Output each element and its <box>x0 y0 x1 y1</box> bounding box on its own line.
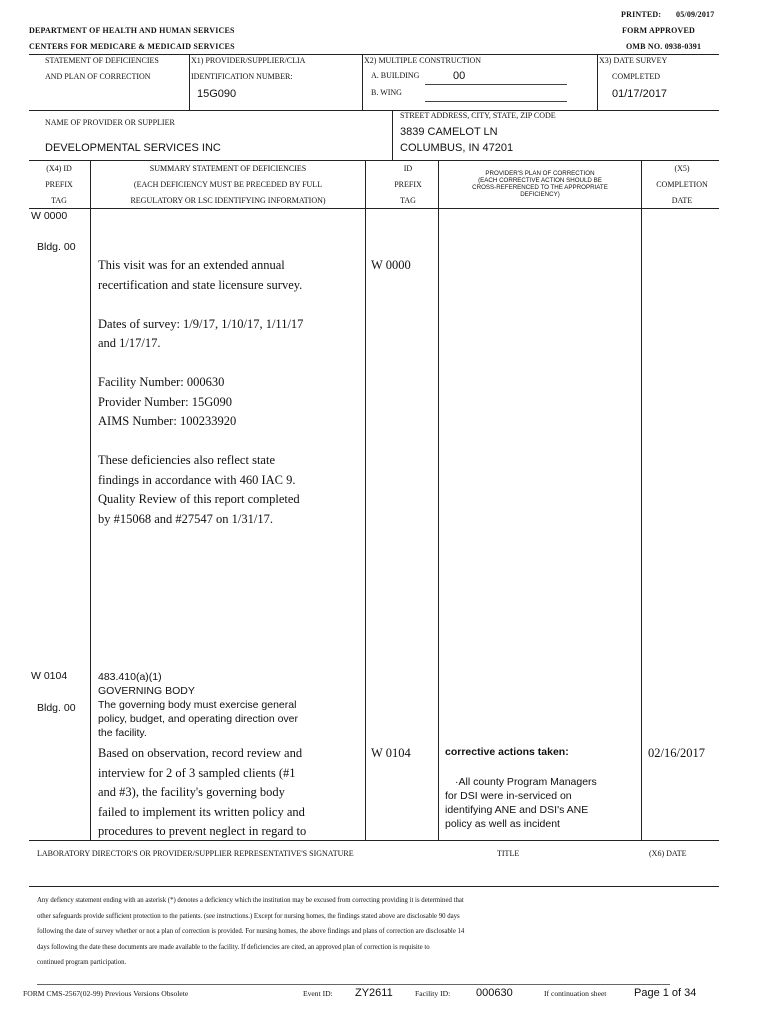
entry1-line: AIMS Number: 100233920 <box>98 414 237 428</box>
centers-name: CENTERS FOR MEDICARE & MEDICAID SERVICES <box>29 42 235 51</box>
signature-label: LABORATORY DIRECTOR'S OR PROVIDER/SUPPLIER REPRESENTATIVE'S SIGNATURE <box>37 849 354 858</box>
provider-label: NAME OF PROVIDER OR SUPPLIER <box>45 118 175 127</box>
plan-header-4: DEFICIENCY) <box>520 191 560 198</box>
entry2-plan <box>445 775 639 831</box>
entry2-plan-line: identifying ANE and DSI's ANE <box>445 804 589 816</box>
entry2-summary <box>98 744 363 842</box>
x5-header-3: DATE <box>671 196 693 205</box>
title-label: TITLE <box>497 849 520 858</box>
wing-underline <box>425 101 567 102</box>
summary-header-3: REGULATORY OR LSC IDENTIFYING INFORMATION) <box>130 196 326 205</box>
divider-x1 <box>189 54 190 110</box>
x5-header-1: (X5) <box>674 164 690 173</box>
col-divider-2 <box>365 160 366 840</box>
printed-label: PRINTED: <box>621 10 662 19</box>
wing-label: B. WING <box>371 88 402 97</box>
entry2-line: procedures to prevent neglect in regard to <box>98 824 307 838</box>
x4-header-1: (X4) ID <box>46 164 72 173</box>
entry1-prefix-tag: W 0000 <box>31 210 68 222</box>
entry1-line: and 1/17/17. <box>98 336 161 350</box>
plan-header-3: CROSS-REFERENCED TO THE APPROPRIATE <box>472 184 608 191</box>
facility-id-label: Facility ID: <box>415 989 451 998</box>
statement-label-1: STATEMENT OF DEFICIENCIES <box>45 56 159 65</box>
entry1-line: These deficiencies also reflect state <box>98 453 275 467</box>
x2-label: X2) MULTIPLE CONSTRUCTION <box>364 56 482 65</box>
entry1-line: Facility Number: 000630 <box>98 375 225 389</box>
printed-date: 05/09/2017 <box>676 10 715 19</box>
entry2-line: and #3), the facility's governing body <box>98 785 285 799</box>
x6-date-label: (X6) DATE <box>649 849 687 858</box>
entry1-line: recertification and state licensure survey. <box>98 277 303 292</box>
address-city: COLUMBUS, IN 47201 <box>400 142 514 154</box>
disclaimer-line: following the date of survey whether or not a plan of correction is provided. For nursing homes, the above findings and plans of correction are disclosable 14 <box>37 928 465 936</box>
entry2-reg-line: the facility. <box>98 727 147 739</box>
entry1-summary <box>98 256 363 529</box>
entry2-plan-line: policy as well as incident <box>445 818 560 830</box>
entry2-prefix-tag: W 0104 <box>31 670 68 682</box>
entry2-reg-line: policy, budget, and operating direction over <box>98 713 299 725</box>
department-name: DEPARTMENT OF HEALTH AND HUMAN SERVICES <box>29 26 235 35</box>
entry2-plan-heading: corrective actions taken: <box>445 746 569 758</box>
x3-label-2: COMPLETED <box>612 72 660 81</box>
divider-address <box>392 110 393 160</box>
disclaimer-line: other safeguards provide sufficient protection to the patients. (see instructions.) Except for nursing homes, the findings stated above are disclosable 90 days <box>37 912 460 920</box>
event-id-label: Event ID: <box>303 989 333 998</box>
row-divider-2 <box>29 160 719 161</box>
building-underline <box>425 84 567 85</box>
entry2-id-tag: W 0104 <box>371 746 411 760</box>
form-approved: FORM APPROVED <box>622 26 696 35</box>
x1-label-1: X1) PROVIDER/SUPPLIER/CLIA <box>191 56 306 65</box>
entry1-line: Quality Review of this report completed <box>98 492 300 506</box>
footer-rule <box>37 984 670 985</box>
page-number: Page 1 of 34 <box>634 987 697 999</box>
entry2-reg-line: The governing body must exercise general <box>98 699 297 711</box>
summary-header-1: SUMMARY STATEMENT OF DEFICIENCIES <box>149 164 307 173</box>
building-label: A. BUILDING <box>371 71 420 80</box>
id-header-2: PREFIX <box>394 180 422 189</box>
x3-label-1: X3) DATE SURVEY <box>599 56 668 65</box>
entry2-line: interview for 2 of 3 sampled clients (#1 <box>98 765 296 780</box>
x4-header-3: TAG <box>51 196 67 205</box>
entry1-line: Dates of survey: 1/9/17, 1/10/17, 1/11/17 <box>98 316 304 331</box>
x5-header-2: COMPLETION <box>656 180 708 189</box>
entry1-bldg: Bldg. 00 <box>37 241 76 253</box>
entry2-bldg: Bldg. 00 <box>37 702 76 714</box>
row-divider-1 <box>29 110 719 111</box>
entry2-line: failed to implement its written policy and <box>98 804 305 819</box>
id-header-3: TAG <box>400 196 416 205</box>
disclaimer-line: Any defiency statement ending with an asterisk (*) denotes a deficiency which the institution may be excused from correcting providing it is determined that <box>37 897 464 904</box>
header-row-bottom <box>29 208 719 209</box>
disclaimer-line: continued program participation. <box>37 959 127 967</box>
x1-id-value: 15G090 <box>197 88 237 100</box>
building-value: 00 <box>453 70 466 82</box>
x4-header-2: PREFIX <box>45 180 73 189</box>
disclaimer <box>37 893 717 971</box>
survey-completed-date: 01/17/2017 <box>612 88 668 100</box>
continuation-label: If continuation sheet <box>544 989 607 998</box>
plan-header-1: PROVIDER'S PLAN OF CORRECTION <box>485 170 595 177</box>
disclaimer-line: days following the date these documents are made available to the facility. If deficiencies are cited, an approved plan of correction is requisite to <box>37 943 430 951</box>
entry1-line: This visit was for an extended annual <box>98 258 285 272</box>
statement-label-2: AND PLAN OF CORRECTION <box>45 72 151 81</box>
divider-x3 <box>597 54 598 110</box>
facility-id-value: 000630 <box>476 987 513 999</box>
x1-label-2: IDENTIFICATION NUMBER: <box>191 72 293 81</box>
divider-x2 <box>362 54 363 110</box>
entry2-plan-line: ·All county Program Managers <box>455 776 597 788</box>
form-top-border <box>29 54 719 55</box>
entry1-line: findings in accordance with 460 IAC 9. <box>98 472 296 487</box>
signature-bottom-line <box>29 886 719 887</box>
address-label: STREET ADDRESS, CITY, STATE, ZIP CODE <box>400 111 556 120</box>
col-divider-1 <box>90 160 91 840</box>
entry1-line: by #15068 and #27547 on 1/31/17. <box>98 511 273 526</box>
plan-header-2: (EACH CORRECTIVE ACTION SHOULD BE <box>478 177 602 184</box>
id-header-1: ID <box>403 164 413 173</box>
entry2-reg-line: GOVERNING BODY <box>98 685 195 697</box>
provider-name: DEVELOPMENTAL SERVICES INC <box>45 142 221 154</box>
form-number: FORM CMS-2567(02-99) Previous Versions Obsolete <box>23 989 189 998</box>
col-divider-3 <box>438 160 439 840</box>
entry1-line: Provider Number: 15G090 <box>98 394 233 409</box>
entry2-line: Based on observation, record review and <box>98 746 303 760</box>
entry2-regulation <box>98 670 363 740</box>
entry2-completion-date: 02/16/2017 <box>648 746 705 760</box>
address-street: 3839 CAMELOT LN <box>400 126 498 138</box>
omb-number: OMB NO. 0938-0391 <box>626 42 702 51</box>
entry2-plan-line: for DSI were in-serviced on <box>445 790 572 802</box>
summary-header-2: (EACH DEFICIENCY MUST BE PRECEDED BY FULL <box>133 180 323 189</box>
col-divider-4 <box>641 160 642 840</box>
event-id-value: ZY2611 <box>355 987 393 999</box>
entry1-id-tag: W 0000 <box>371 258 411 272</box>
entry2-reg-line: 483.410(a)(1) <box>98 671 162 683</box>
